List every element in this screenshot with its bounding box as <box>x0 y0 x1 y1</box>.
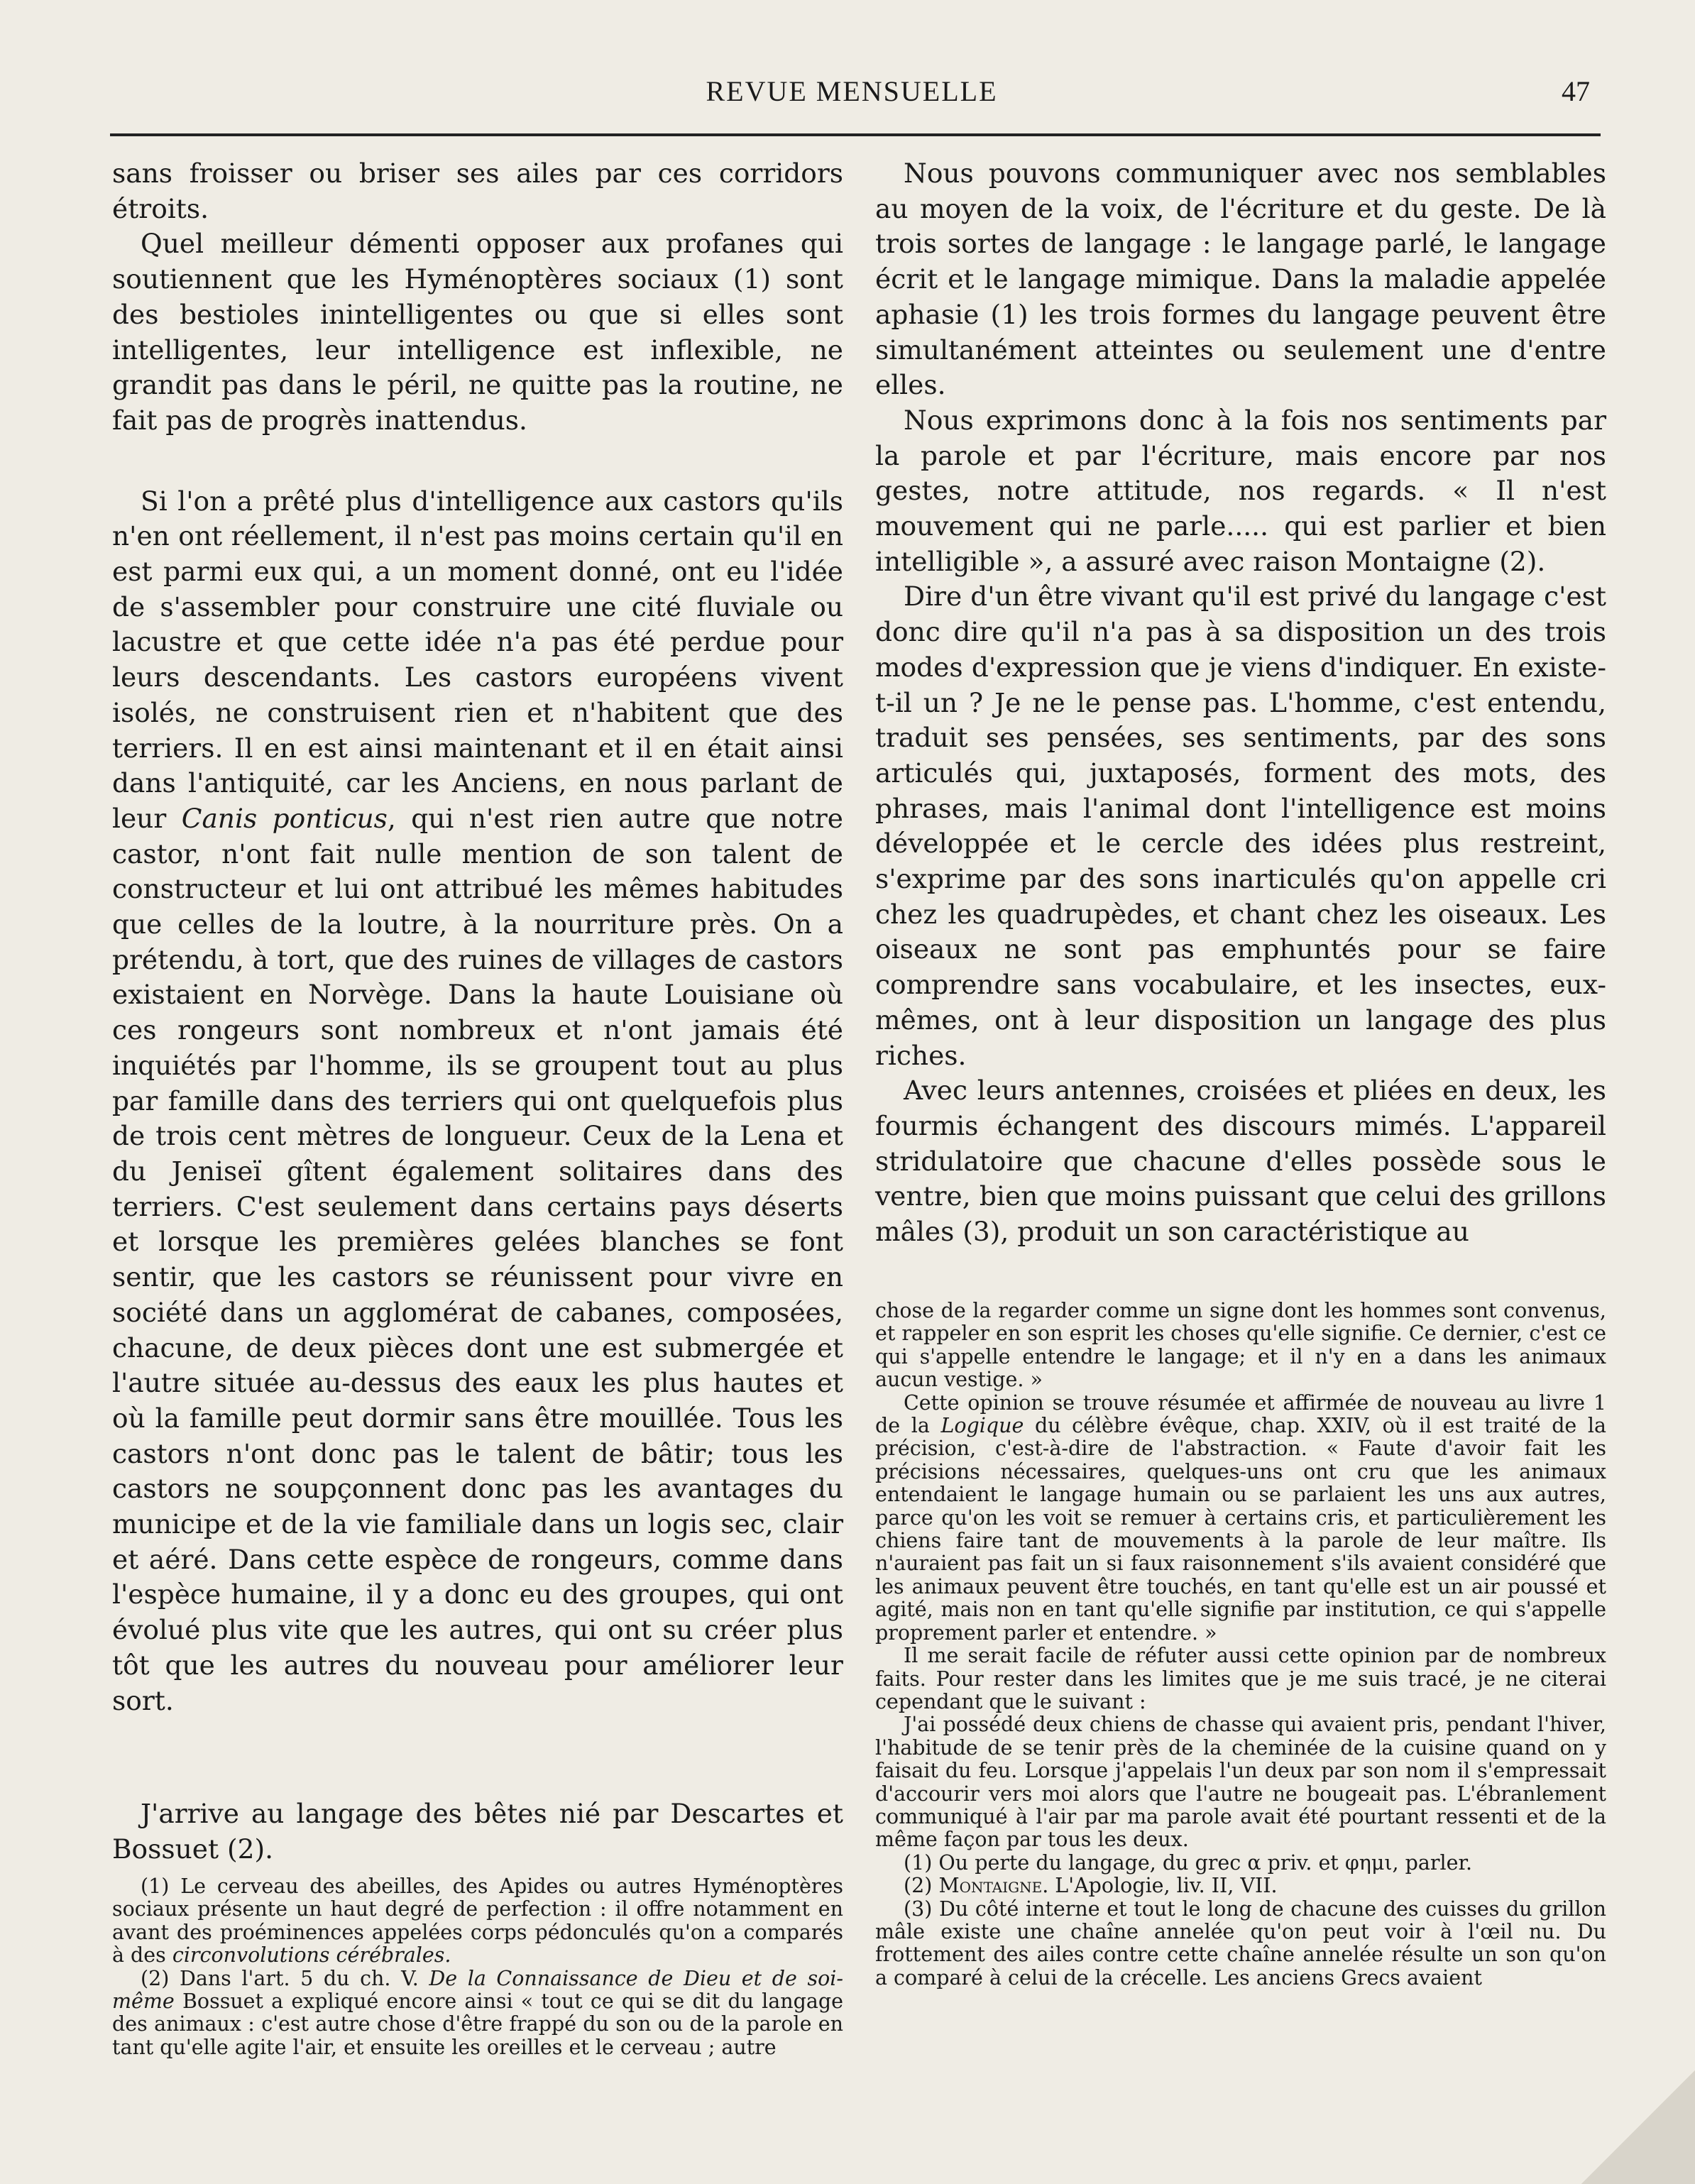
footnotes-left <box>112 1875 843 2059</box>
paragraph: J'arrive au langage des bêtes nié par Descartes et Bossuet (2). <box>112 1798 843 1865</box>
footnote-text: . L'Apologie, liv. II, VII. <box>1042 1874 1278 1898</box>
footnote: (1) Ou perte du langage, du grec α priv. et φημι, parler. <box>904 1850 1473 1875</box>
book-title: Logique <box>940 1414 1024 1438</box>
footnote <box>875 1875 1606 1897</box>
footnote: (3) Du côté interne et tout le long de chacune des cuisses du grillon mâle existe une chaîne annelée qu'on peut voir à l'œil nu. Du frottement des ailes contre cette chaîne annelée résulte un son qu'on a comparé à celui de la crécelle. Les anciens Grecs avaient <box>875 1897 1606 1990</box>
paragraph: sans froisser ou briser ses ailes par ces corridors étroits. <box>112 158 843 224</box>
book-title: De la Connaissance de Dieu et de soi-même <box>112 1966 843 2014</box>
header-rule <box>110 133 1601 136</box>
running-header <box>114 75 1590 117</box>
page-corner-fold <box>1581 2070 1695 2184</box>
paragraph: Quel meilleur démenti opposer aux profanes qui soutiennent que les Hyménoptères sociaux (1) sont des bestioles inintelligentes ou que si elles sont intelligentes, leur intelligence est inflexible, ne grandit pas dans le péril, ne quitte pas la routine, ne fait pas de progrès inattendus. <box>112 228 843 436</box>
paragraph: Nous exprimons donc à la fois nos sentiments par la parole et par l'écriture, mais encore par nos gestes, notre attitude, nos regards. « Il n'est mouvement qui ne parle..... qui est parlier et bien intelligible », a assuré avec raison Montaigne (2). <box>875 404 1606 577</box>
footnote <box>875 1392 1606 1645</box>
paragraph: Avec leurs antennes, croisées et pliées en deux, les fourmis échangent des discours mimés. L'appareil stridulatoire que chacune d'elles possède sous le ventre, bien que moins puissant que celui des grillons mâles (3), produit un son caractéristique au <box>875 1075 1606 1248</box>
footnote <box>112 1875 843 1968</box>
footnote-text: (2) Dans l'art. 5 du ch. V. <box>141 1966 419 1990</box>
paragraph: Nous pouvons communiquer avec nos semblables au moyen de la voix, de l'écriture et du geste. De là trois sortes de langage : le langage parlé, le langage écrit et le langage mimique. Dans la maladie appelée aphasie (1) les trois formes du langage peuvent être simultanément atteintes ou seulement une d'entre elles. <box>875 158 1606 401</box>
footnote: J'ai possédé deux chiens de chasse qui avaient pris, pendant l'hiver, l'habitude de se tenir près de la cheminée de la cuisine quand on y faisait du feu. Lorsque j'appelais l'un deux par son nom il s'empressait d'accourir vers moi alors que l'autre ne bougeait pas. L'ébranlement communiqué à l'air par ma parole avait été pourtant ressenti et de la même façon par tous les deux. <box>875 1713 1606 1852</box>
page-number: 47 <box>1562 75 1590 107</box>
author-name: Montaigne <box>938 1874 1043 1898</box>
footnotes-right <box>875 1300 1606 1990</box>
latin-term: Canis ponticus <box>181 802 388 834</box>
footnote: Il me serait facile de réfuter aussi cette opinion par de nombreux faits. Pour rester dans les limites que je me suis tracé, je ne citerai cependant que le suivant : <box>875 1644 1606 1713</box>
footnote-text: Bossuet a expliqué encore ainsi « tout ce qui se dit du langage des animaux : c'est autre chose d'être frappé du son ou de la parole en tant qu'elle agite l'air, et ensuite les oreilles et le cerveau ; autre <box>112 1990 843 2059</box>
paragraph-text: , qui n'est rien autre que notre castor, n'ont fait nulle mention de son talent de constructeur et lui ont attribué les mêmes habitudes que celles de la loutre, à la nourriture près. On a prétendu, à tort, que des ruines de villages de castors existaient en Norvège. Dans la haute Louisiane où ces rongeurs sont nombreux et n'ont jamais été inquiétés par l'homme, ils se groupent tout au plus par famille dans des terriers qui ont quelquefois plus de trois cent mètres de longueur. Ceux de la Lena et du Jeniseï gîtent également solitaires dans des terriers. C'est seulement dans certains pays déserts et lorsque les premières gelées blanches se font sentir, que les castors se réunissent pour vivre en société dans un agglomérat de cabanes, composées, chacune, de deux pièces dont une est submergée et l'autre située au-dessus des eaux les plus hautes et où la famille peut dormir sans être mouillée. Tous les castors n'ont donc pas le talent de bâtir; tous les castors ne soupçonnent donc pas les avantages du municipe et de la vie familiale dans un logis sec, clair et aéré. Dans cette espèce de rongeurs, comme dans l'espèce humaine, il y a donc eu des groupes, qui ont évolué plus vite que les autres, qui ont su créer plus tôt que les autres du nouveau pour améliorer leur sort. <box>112 802 843 1716</box>
footnote-text: Cette opinion se trouve résumée et affirmée de nouveau au livre 1 de la <box>875 1390 1606 1438</box>
paragraph <box>112 484 843 1719</box>
footnote-text: (1) Le cerveau des abeilles, des Apides ou autres Hyménoptères sociaux présente un haut degré de perfection : il offre notamment en avant des proéminences appelées corps pédonculés qu'on a comparés à des <box>112 1875 843 1968</box>
left-column <box>112 156 843 1867</box>
paragraph: Dire d'un être vivant qu'il est privé du langage c'est donc dire qu'il n'a pas à sa disposition un des trois modes d'expression que je viens d'indiquer. En existe-t-il un ? Je ne le pense pas. L'homme, c'est entendu, traduit ses pensées, ses sentiments, par des sons articulés qui, juxtaposés, forment des mots, des phrases, mais l'animal dont l'intelligence est moins développée et le cercle des idées plus restreint, s'exprime par des sons inarticulés qu'on appelle cri chez les quadrupèdes, et chant chez les oiseaux. Les oiseaux ne sont pas emphuntés pour se faire comprendre sans vocabulaire, et les insectes, eux-mêmes, ont à leur disposition un langage des plus riches. <box>875 581 1606 1071</box>
paragraph-text: Si l'on a prêté plus d'intelligence aux castors qu'ils n'en ont réellement, il n'est pas moins certain qu'il en est parmi eux qui, a un moment donné, ont eu l'idée de s'assembler pour construire une cité fluviale ou lacustre et que cette idée n'a pas été perdue pour leurs descendants. Les castors européens vivent isolés, ne construisent rien et n'habitent que des terriers. Il en est ainsi maintenant et il en était ainsi dans l'antiquité, car les Anciens, en nous parlant de leur <box>112 485 843 834</box>
journal-title: REVUE MENSUELLE <box>706 75 998 107</box>
footnote-italic: circonvolutions cérébrales. <box>172 1943 451 1968</box>
footnote-text: (2) <box>904 1874 933 1898</box>
footnote: chose de la regarder comme un signe dont les hommes sont convenus, et rappeler en son esprit les choses qu'elle signifie. Ce dernier, c'est ce qui s'appelle entendre le langage; et il n'y en a dans les animaux aucun vestige. » <box>875 1299 1606 1392</box>
footnote <box>112 1968 843 2060</box>
right-column <box>875 156 1606 1250</box>
footnote-text: du célèbre évêque, chap. XXIV, où il est traité de la précision, c'est-à-dire de l'abstraction. « Faute d'avoir fait les précisions nécessaires, quelques-uns ont cru que les animaux entendaient le langage humain ou se parlaient les uns aux autres, parce qu'on les voit se remuer à certains cris, et particulièrement les chiens faire tant de mouvements à la parole de leur maître. Ils n'auraient pas fait un si faux raisonnement s'ils avaient considéré que les animaux peuvent être touchés, en tant qu'elle est un air poussé et agité, mais non en tant qu'elle signifie par institution, ce qui s'appelle proprement parler et entendre. » <box>875 1414 1607 1645</box>
